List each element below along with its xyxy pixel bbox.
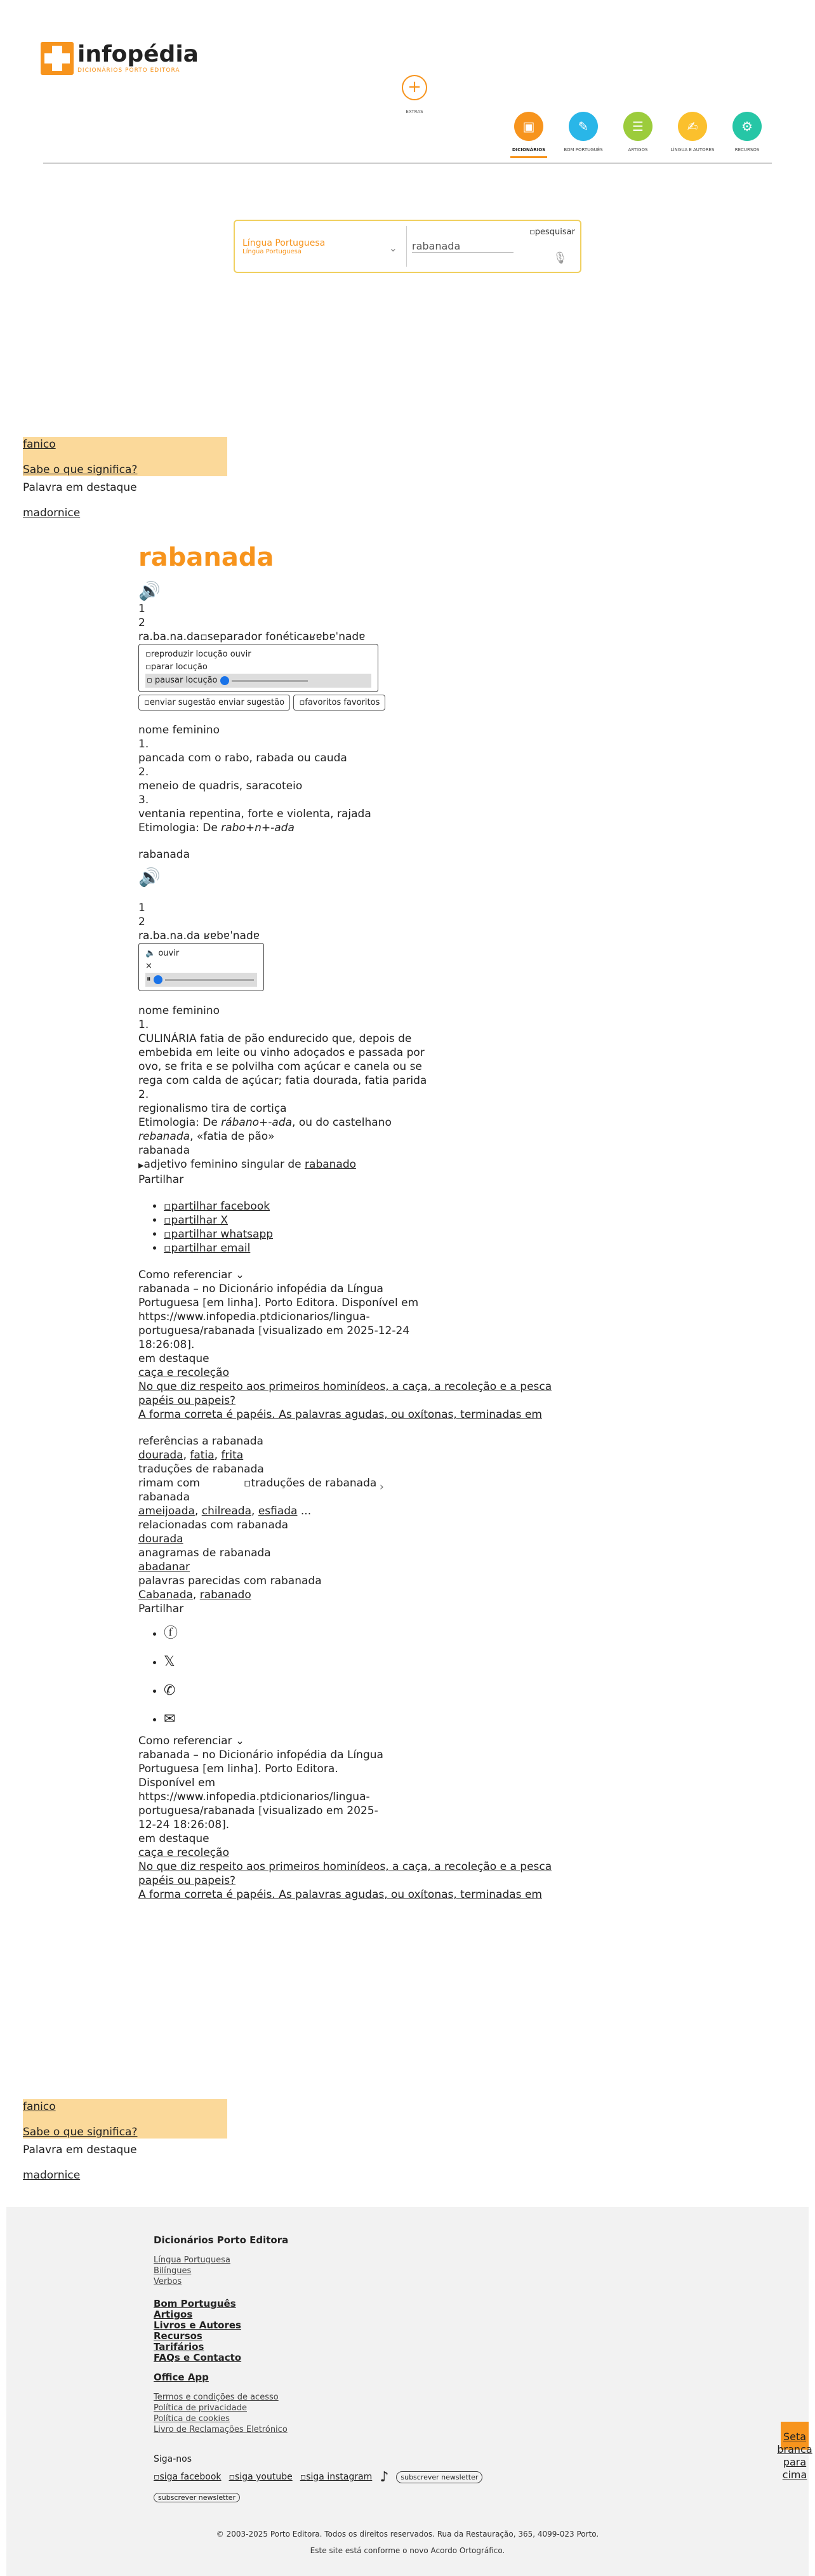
sense-number: 1.: [138, 1018, 149, 1031]
nav-label: BOM PORTUGUÊS: [564, 147, 603, 152]
pause-alt: pausar locução: [154, 676, 218, 685]
etymology: [138, 1116, 443, 1144]
etymology: [138, 821, 443, 835]
suggest-alt: enviar sugestão: [149, 698, 216, 707]
footer-title: Dicionários Porto Editora: [154, 2234, 289, 2246]
sense: pancada com o rabo, rabada ou cauda: [138, 752, 347, 764]
broken-image-icon: ▫: [164, 1242, 171, 1255]
sidebar-label: Palavra em destaque: [23, 481, 137, 494]
dictionary-select[interactable]: [235, 238, 406, 255]
suggest-label: enviar sugestão: [218, 698, 285, 707]
translations-label: traduções de rabanada: [138, 1463, 264, 1476]
broken-image-icon: ▫: [144, 698, 150, 707]
sense-number: 1.: [138, 738, 149, 751]
destaque-link[interactable]: caça e recoleção: [138, 1366, 229, 1379]
rhyme-link[interactable]: ameijoada: [138, 1505, 195, 1518]
etym-text: , «fatia de pão»: [190, 1130, 275, 1143]
social-alt: siga youtube: [235, 2472, 293, 2482]
footer-link[interactable]: Tarifários: [154, 2341, 204, 2352]
footer-link[interactable]: Livros e Autores: [154, 2319, 241, 2331]
etym-text: , ou do castelhano: [292, 1116, 392, 1129]
cite-label: Como referenciar: [138, 1269, 232, 1281]
chevron-right-icon[interactable]: ›: [380, 1481, 384, 1493]
anagram-link[interactable]: abadanar: [138, 1561, 190, 1573]
destaque-link[interactable]: caça e recoleção: [138, 1846, 229, 1859]
play-icon: 🔈: [145, 949, 156, 958]
sidebar-link-madornice[interactable]: madornice: [23, 2169, 81, 2182]
tiktok-icon[interactable]: ♪: [380, 2469, 389, 2485]
footer: [6, 2207, 809, 2576]
triangle-icon: ▶: [138, 1161, 144, 1170]
chevron-down-icon: ⌄: [235, 1269, 245, 1281]
destaque-label: em destaque: [138, 1352, 209, 1365]
nav-item-artigos[interactable]: [614, 112, 661, 158]
social-alt: siga facebook: [159, 2472, 222, 2482]
footer-link[interactable]: Termos e condições de acesso: [154, 2392, 279, 2402]
etym-italic: rábano+-ada: [221, 1116, 293, 1129]
broken-image-icon: ▫: [147, 676, 152, 685]
rhyme-more: ...: [300, 1505, 312, 1518]
etym-text: Etimologia: De: [138, 1116, 222, 1129]
seek-track[interactable]: [232, 680, 308, 682]
cite-text: rabanada – no Dicionário infopédia da Língua Portuguesa [em linha]. Porto Editora. Disponível em https://www.infopedia.ptdicionarios/lingua-portuguesa/rabanada [visualizado em 2025-12-24 18:26:08].: [138, 1749, 383, 1831]
dictionary-select-title: Língua Portuguesa: [242, 237, 326, 248]
sidebar-link-fanico[interactable]: fanico: [23, 438, 56, 451]
sidebar-link-fanico[interactable]: fanico: [23, 2100, 56, 2113]
rhyme-link[interactable]: esfiada: [258, 1505, 298, 1518]
footer-link[interactable]: Política de privacidade: [154, 2403, 247, 2413]
broken-image-icon: ▫: [145, 650, 151, 659]
share-alt: partilhar X: [171, 1214, 229, 1227]
related-link[interactable]: dourada: [138, 1533, 183, 1545]
ipa: ʁɐbɐˈnadɐ: [203, 930, 260, 942]
sidebar-highlight: [23, 2099, 227, 2139]
syllables: ra.ba.na.da: [138, 930, 201, 942]
nav-label: LÍNGUA E AUTORES: [670, 147, 715, 152]
nav-item-recursos[interactable]: [724, 112, 771, 158]
pos: nome feminino: [138, 724, 220, 737]
anagram-label: anagramas de rabanada: [138, 1547, 271, 1559]
back-to-top-button[interactable]: [777, 2422, 812, 2481]
broken-image-icon: ▫: [200, 631, 208, 643]
broken-image-icon: ▫: [164, 1214, 171, 1227]
nav-label: ARTIGOS: [628, 147, 648, 152]
speaker-icon[interactable]: 🔊: [138, 867, 161, 888]
extras-button[interactable]: [399, 75, 430, 114]
tab-1[interactable]: 1: [138, 603, 145, 615]
flex-text: adjetivo feminino singular de: [143, 1158, 305, 1171]
follow-label: Siga-nos: [154, 2454, 192, 2464]
similar-link[interactable]: rabanado: [199, 1589, 251, 1601]
rimam-row: [138, 1476, 443, 1493]
phonetics: [138, 630, 443, 644]
sense-number: 3.: [138, 794, 149, 806]
ouvir-label: ouvir: [230, 650, 251, 659]
rhymes: ameijoada, chilreada, esfiada ...: [138, 1505, 312, 1518]
pause-icon: ⏸: [147, 975, 151, 984]
ipa: ʁɐbɐˈnadɐ: [309, 631, 366, 643]
footer-link[interactable]: FAQs e Contacto: [154, 2352, 242, 2363]
social-alt: siga instagram: [306, 2472, 373, 2482]
share-alt: partilhar email: [171, 1242, 251, 1255]
tab-2[interactable]: 2: [138, 916, 145, 928]
footer-link[interactable]: Bom Português: [154, 2298, 236, 2309]
broken-image-icon: ▫: [529, 227, 535, 237]
share-whatsapp[interactable]: [164, 1228, 273, 1241]
cite-toggle[interactable]: [138, 1268, 443, 1282]
nav-item-lingua-autores[interactable]: [669, 112, 716, 158]
logo-plus-icon: [41, 42, 74, 75]
infopedia-logo[interactable]: [41, 42, 199, 75]
flex-link[interactable]: rabanado: [305, 1158, 357, 1171]
featured-word-panel: [23, 437, 227, 519]
seek-knob[interactable]: [154, 975, 162, 984]
back-to-top-alt[interactable]: Seta branca para cima: [777, 2431, 812, 2481]
sidebar-highlight: [23, 437, 227, 476]
pause-bar[interactable]: [145, 674, 371, 688]
follow-youtube[interactable]: [229, 2472, 293, 2483]
etym-italic: rabo+n+-ada: [221, 822, 295, 834]
broken-image-icon: ▫: [164, 1200, 171, 1213]
translations-alt: traduções de rabanada: [251, 1477, 377, 1490]
nav-label: RECURSOS: [734, 147, 760, 152]
separator-alt: separador fonética: [207, 631, 310, 643]
author-icon: ✍: [678, 112, 707, 141]
sense: CULINÁRIA fatia de pão endurecido que, depois de embebida em leite ou vinho adoçados e passada por ovo, se frita e se polvilha com açúcar e canela ou se rega com calda de açúcar; fatia dourada, fatia parida: [138, 1032, 427, 1087]
share-alt: partilhar whatsapp: [171, 1228, 274, 1241]
footer-link[interactable]: Office App: [154, 2372, 209, 2383]
etym-italic: rebanada: [138, 1130, 190, 1143]
close-icon[interactable]: ×: [145, 961, 152, 971]
extras-label: EXTRAS: [406, 109, 423, 114]
rimam-label: rimam com: [138, 1477, 200, 1490]
nav-label: DICIONÁRIOS: [512, 147, 546, 152]
share-icons: [164, 1620, 443, 1734]
newsletter-button[interactable]: subscrever newsletter: [396, 2471, 482, 2483]
destaque-link[interactable]: papéis ou papeis?: [138, 1874, 236, 1887]
brand-title: infopédia: [77, 41, 199, 67]
destaque-link[interactable]: A forma correta é papéis. As palavras agudas, ou oxítonas, terminadas em: [138, 1888, 542, 1901]
microphone-icon[interactable]: 🎙: [553, 251, 567, 265]
audio-player: [138, 644, 378, 692]
dictionary-select-sub: Língua Portuguesa: [242, 248, 302, 255]
copyright: © 2003-2025 Porto Editora. Todos os direitos reservados. Rua da Restauração, 365, 4099-023 Porto.: [216, 2530, 599, 2539]
broken-image-icon: ▫: [229, 2472, 235, 2482]
resources-icon: ⚙: [732, 112, 762, 141]
entry2-word: rabanada: [138, 848, 190, 861]
footer-link[interactable]: Política de cookies: [154, 2414, 230, 2424]
refs-label: referências a rabanada: [138, 1435, 263, 1448]
play-button[interactable]: [145, 947, 257, 960]
speaker-icon[interactable]: 🔊: [138, 580, 161, 601]
fav-alt: favoritos: [305, 698, 341, 707]
broken-image-icon: ▫: [244, 1477, 251, 1490]
flex-word: rabanada: [138, 1144, 190, 1157]
dictionary-entry: [138, 540, 552, 1902]
sense-number: 2.: [138, 1088, 149, 1101]
ref-link[interactable]: frita: [221, 1449, 244, 1462]
chevron-down-icon: ⌄: [235, 1735, 245, 1747]
seek-bar[interactable]: [145, 973, 257, 987]
featured-word-panel: [23, 2099, 227, 2182]
search-button-alt: pesquisar: [534, 227, 575, 237]
flex-details[interactable]: [138, 1158, 443, 1173]
syllables: ra.ba.na.da: [138, 631, 201, 643]
search-button[interactable]: [529, 227, 575, 237]
footer-link[interactable]: Bilíngues: [154, 2266, 192, 2276]
play-alt: reproduzir locução: [150, 650, 228, 659]
destaque-label: em destaque: [138, 1832, 209, 1845]
rimam-word: rabanada: [138, 1491, 190, 1504]
share-list: [164, 1199, 443, 1255]
nav-item-dicionarios[interactable]: [505, 112, 552, 158]
footer-link[interactable]: Recursos: [154, 2330, 202, 2342]
ref-link[interactable]: dourada: [138, 1449, 183, 1462]
footer-link[interactable]: Artigos: [154, 2309, 193, 2320]
nav-item-bom-portugues[interactable]: [560, 112, 607, 158]
phonetics: [138, 929, 443, 943]
book-icon: ▣: [514, 112, 543, 141]
cite-toggle[interactable]: [138, 1734, 443, 1748]
stop-alt: parar locução: [150, 662, 208, 672]
main-nav: [505, 112, 771, 158]
pen-icon: ✎: [569, 112, 598, 141]
share-label: Partilhar: [138, 1173, 184, 1186]
similar-links: Cabanada, rabanado: [138, 1589, 251, 1601]
cite-text: rabanada – no Dicionário infopédia da Língua Portuguesa [em linha]. Porto Editora. Disponível em https://www.infopedia.ptdicionarios/lingua-portuguesa/rabanada [visualizado em 2025-12-24 18:26:08].: [138, 1283, 419, 1351]
search-divider: [406, 226, 407, 267]
active-underline: [510, 156, 547, 158]
footer-link[interactable]: Língua Portuguesa: [154, 2255, 230, 2265]
sense-number: 2.: [138, 766, 149, 778]
sidebar-link-sabe[interactable]: Sabe o que significa?: [23, 2126, 138, 2139]
destaque-link[interactable]: A forma correta é papéis. As palavras agudas, ou oxítonas, terminadas em: [138, 1408, 542, 1421]
sidebar-link-sabe[interactable]: Sabe o que significa?: [23, 464, 138, 476]
page-title: rabanada: [138, 543, 274, 572]
cite-label: Como referenciar: [138, 1735, 232, 1747]
ouvir-label: ouvir: [158, 949, 180, 958]
refs-links: dourada, fatia, frita: [138, 1449, 244, 1462]
etym-text: Etimologia: De: [138, 822, 222, 834]
broken-image-icon: ▫: [145, 662, 151, 672]
translations-image: [244, 1476, 376, 1490]
suggest-button[interactable]: [138, 695, 290, 711]
audio-player: [138, 943, 264, 991]
tab-2[interactable]: 2: [138, 617, 145, 629]
share-facebook[interactable]: [164, 1200, 270, 1213]
brand-subtitle: DICIONÁRIOS PORTO EDITORA: [77, 67, 180, 74]
whatsapp-icon[interactable]: ✆: [164, 1683, 176, 1698]
similar-label: palavras parecidas com rabanada: [138, 1575, 322, 1587]
facebook-icon[interactable]: ⓕ: [164, 1625, 178, 1641]
newsletter-button[interactable]: subscrever newsletter: [154, 2493, 240, 2502]
follow-instagram[interactable]: [300, 2472, 373, 2483]
sense: ventania repentina, forte e violenta, rajada: [138, 808, 371, 820]
similar-link[interactable]: Cabanada: [138, 1589, 193, 1601]
stop-button[interactable]: [145, 661, 371, 674]
rhyme-link[interactable]: chilreada: [201, 1505, 252, 1518]
sidebar-link-madornice[interactable]: madornice: [23, 507, 81, 519]
play-button[interactable]: [145, 648, 371, 661]
chevron-down-icon: ⌄: [388, 241, 397, 254]
seek-track[interactable]: [165, 979, 254, 981]
destaque-link[interactable]: No que diz respeito aos primeiros hominídeos, a caça, a recoleção e a pesca: [138, 1380, 552, 1393]
orthography-note: Este site está conforme o novo Acordo Ortográfico.: [310, 2546, 505, 2555]
sense: regionalismo tira de cortiça: [138, 1102, 287, 1115]
share-x[interactable]: [164, 1214, 228, 1227]
social-row: [154, 2471, 482, 2483]
destaque-link[interactable]: papéis ou papeis?: [138, 1394, 236, 1407]
sidebar-label: Palavra em destaque: [23, 2144, 137, 2156]
pos: nome feminino: [138, 1004, 220, 1017]
seek-knob[interactable]: [220, 676, 229, 685]
search-bar: [234, 220, 581, 273]
favorites-button[interactable]: [293, 695, 385, 711]
fav-label: favoritos: [343, 698, 380, 707]
tab-1[interactable]: 1: [138, 902, 145, 914]
footer-link[interactable]: Livro de Reclamações Eletrónico: [154, 2425, 288, 2434]
broken-image-icon: ▫: [299, 698, 305, 707]
sense: meneio de quadris, saracoteio: [138, 780, 303, 792]
broken-image-icon: ▫: [164, 1228, 171, 1241]
destaque-link[interactable]: No que diz respeito aos primeiros hominídeos, a caça, a recoleção e a pesca: [138, 1860, 552, 1873]
follow-facebook[interactable]: [154, 2472, 222, 2483]
search-input[interactable]: [412, 240, 514, 253]
share-alt: partilhar facebook: [171, 1200, 270, 1213]
broken-image-icon: ▫: [300, 2472, 307, 2482]
footer-link[interactable]: Verbos: [154, 2277, 182, 2286]
share-email[interactable]: [164, 1242, 250, 1255]
broken-image-icon: ▫: [154, 2472, 160, 2482]
header-divider: [43, 163, 772, 164]
plus-icon: +: [402, 75, 427, 100]
share-label: Partilhar: [138, 1603, 184, 1615]
ref-link[interactable]: fatia: [190, 1449, 215, 1462]
x-icon[interactable]: 𝕏: [164, 1654, 175, 1670]
email-icon[interactable]: ✉: [164, 1711, 176, 1727]
article-icon: ☰: [623, 112, 653, 141]
related-label: relacionadas com rabanada: [138, 1519, 289, 1532]
